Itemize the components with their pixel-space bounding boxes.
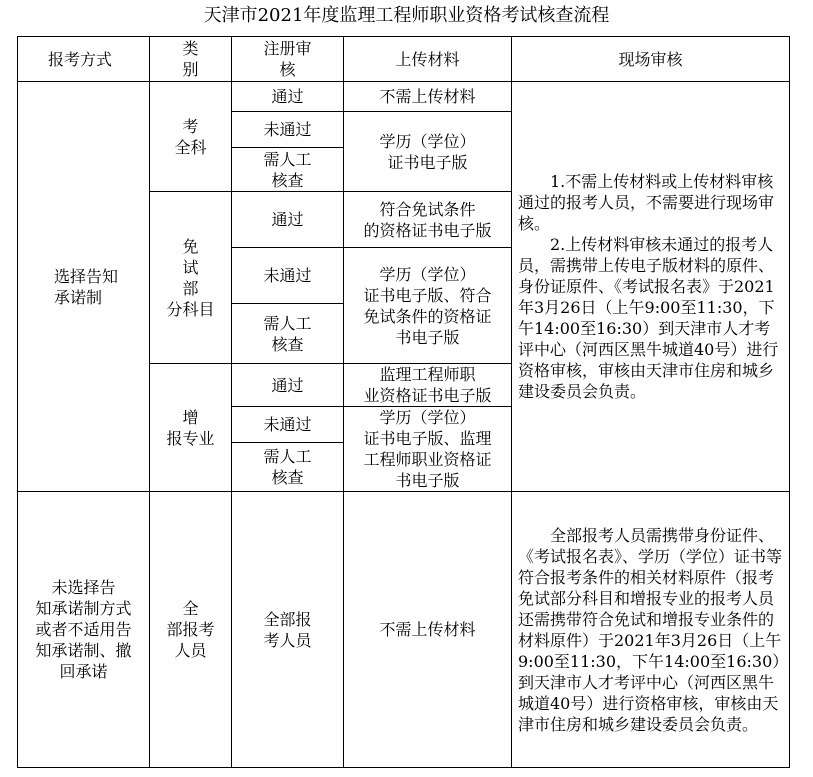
upload-cell: 学历（学位） 证书电子版 (344, 112, 512, 192)
header-upload: 上传材料 (344, 37, 512, 82)
upload-cell: 不需上传材料 (344, 492, 512, 768)
method-commitment: 选择告知 承诺制 (18, 82, 150, 492)
status-manual: 需人工 核查 (232, 148, 344, 192)
header-onsite: 现场审核 (512, 37, 790, 82)
status-pass: 通过 (232, 364, 344, 407)
upload-cell: 监理工程师职 业资格证书电子版 (344, 364, 512, 407)
upload-cell: 不需上传材料 (344, 82, 512, 112)
upload-cell: 学历（学位） 证书电子版、符合 免试条件的资格证 书电子版 (344, 248, 512, 364)
header-category: 类 别 (150, 37, 232, 82)
table-row (18, 82, 790, 112)
onsite-review-commitment: 1.不需上传材料或上传材料审核通过的报考人员，不需要进行现场审核。 2.上传材料审核未通过的报考人员，需携带上传电子版材料的原件、身份证原件、《考试报名表》于2021年3月26日（上午9:00至11:30，下午14:00至16:30）到天津市人才考评中心（河西区黑牛城道40号）进行资格审核，审核由天津市住房和城乡建设委员会负责。 (512, 82, 790, 492)
upload-cell: 学历（学位） 证书电子版、监理 工程师职业资格证 书电子版 (344, 407, 512, 492)
status-pass: 通过 (232, 82, 344, 112)
table-row (18, 492, 790, 768)
category-full: 考 全科 (150, 82, 232, 192)
category-add: 增 报专业 (150, 364, 232, 492)
status-manual: 需人工 核查 (232, 304, 344, 364)
upload-cell: 符合免试条件 的资格证书电子版 (344, 192, 512, 248)
status-manual: 需人工 核查 (232, 443, 344, 492)
header-registration: 注册审 核 (232, 37, 344, 82)
header-method: 报考方式 (18, 37, 150, 82)
page-title: 天津市2021年度监理工程师职业资格考试核查流程 (203, 5, 610, 26)
category-all: 全 部报考 人员 (150, 492, 232, 768)
onsite-review-no-commitment: 全部报考人员需携带身份证件、《考试报名表》、学历（学位）证书等符合报考条件的相关材料原件（报考免试部分科目和增报专业的报考人员还需携带符合免试和增报专业条件的材料原件）于2021年3月26日（上午9:00至11:30，下午14:00至16:30）到天津市人才考评中心（河西区黑牛城道40号）进行资格审核，审核由天津市住房和城乡建设委员会负责。 (512, 492, 790, 768)
status-fail: 未通过 (232, 248, 344, 304)
method-no-commitment: 未选择告 知承诺制方式 或者不适用告 知承诺制、撤 回承诺 (18, 492, 150, 768)
status-fail: 未通过 (232, 112, 344, 148)
table-header-row (18, 37, 790, 82)
status-pass: 通过 (232, 192, 344, 248)
registration-all: 全部报 考人员 (232, 492, 344, 768)
review-process-table (17, 36, 790, 768)
status-fail: 未通过 (232, 407, 344, 443)
category-exempt: 免 试 部 分科目 (150, 192, 232, 364)
